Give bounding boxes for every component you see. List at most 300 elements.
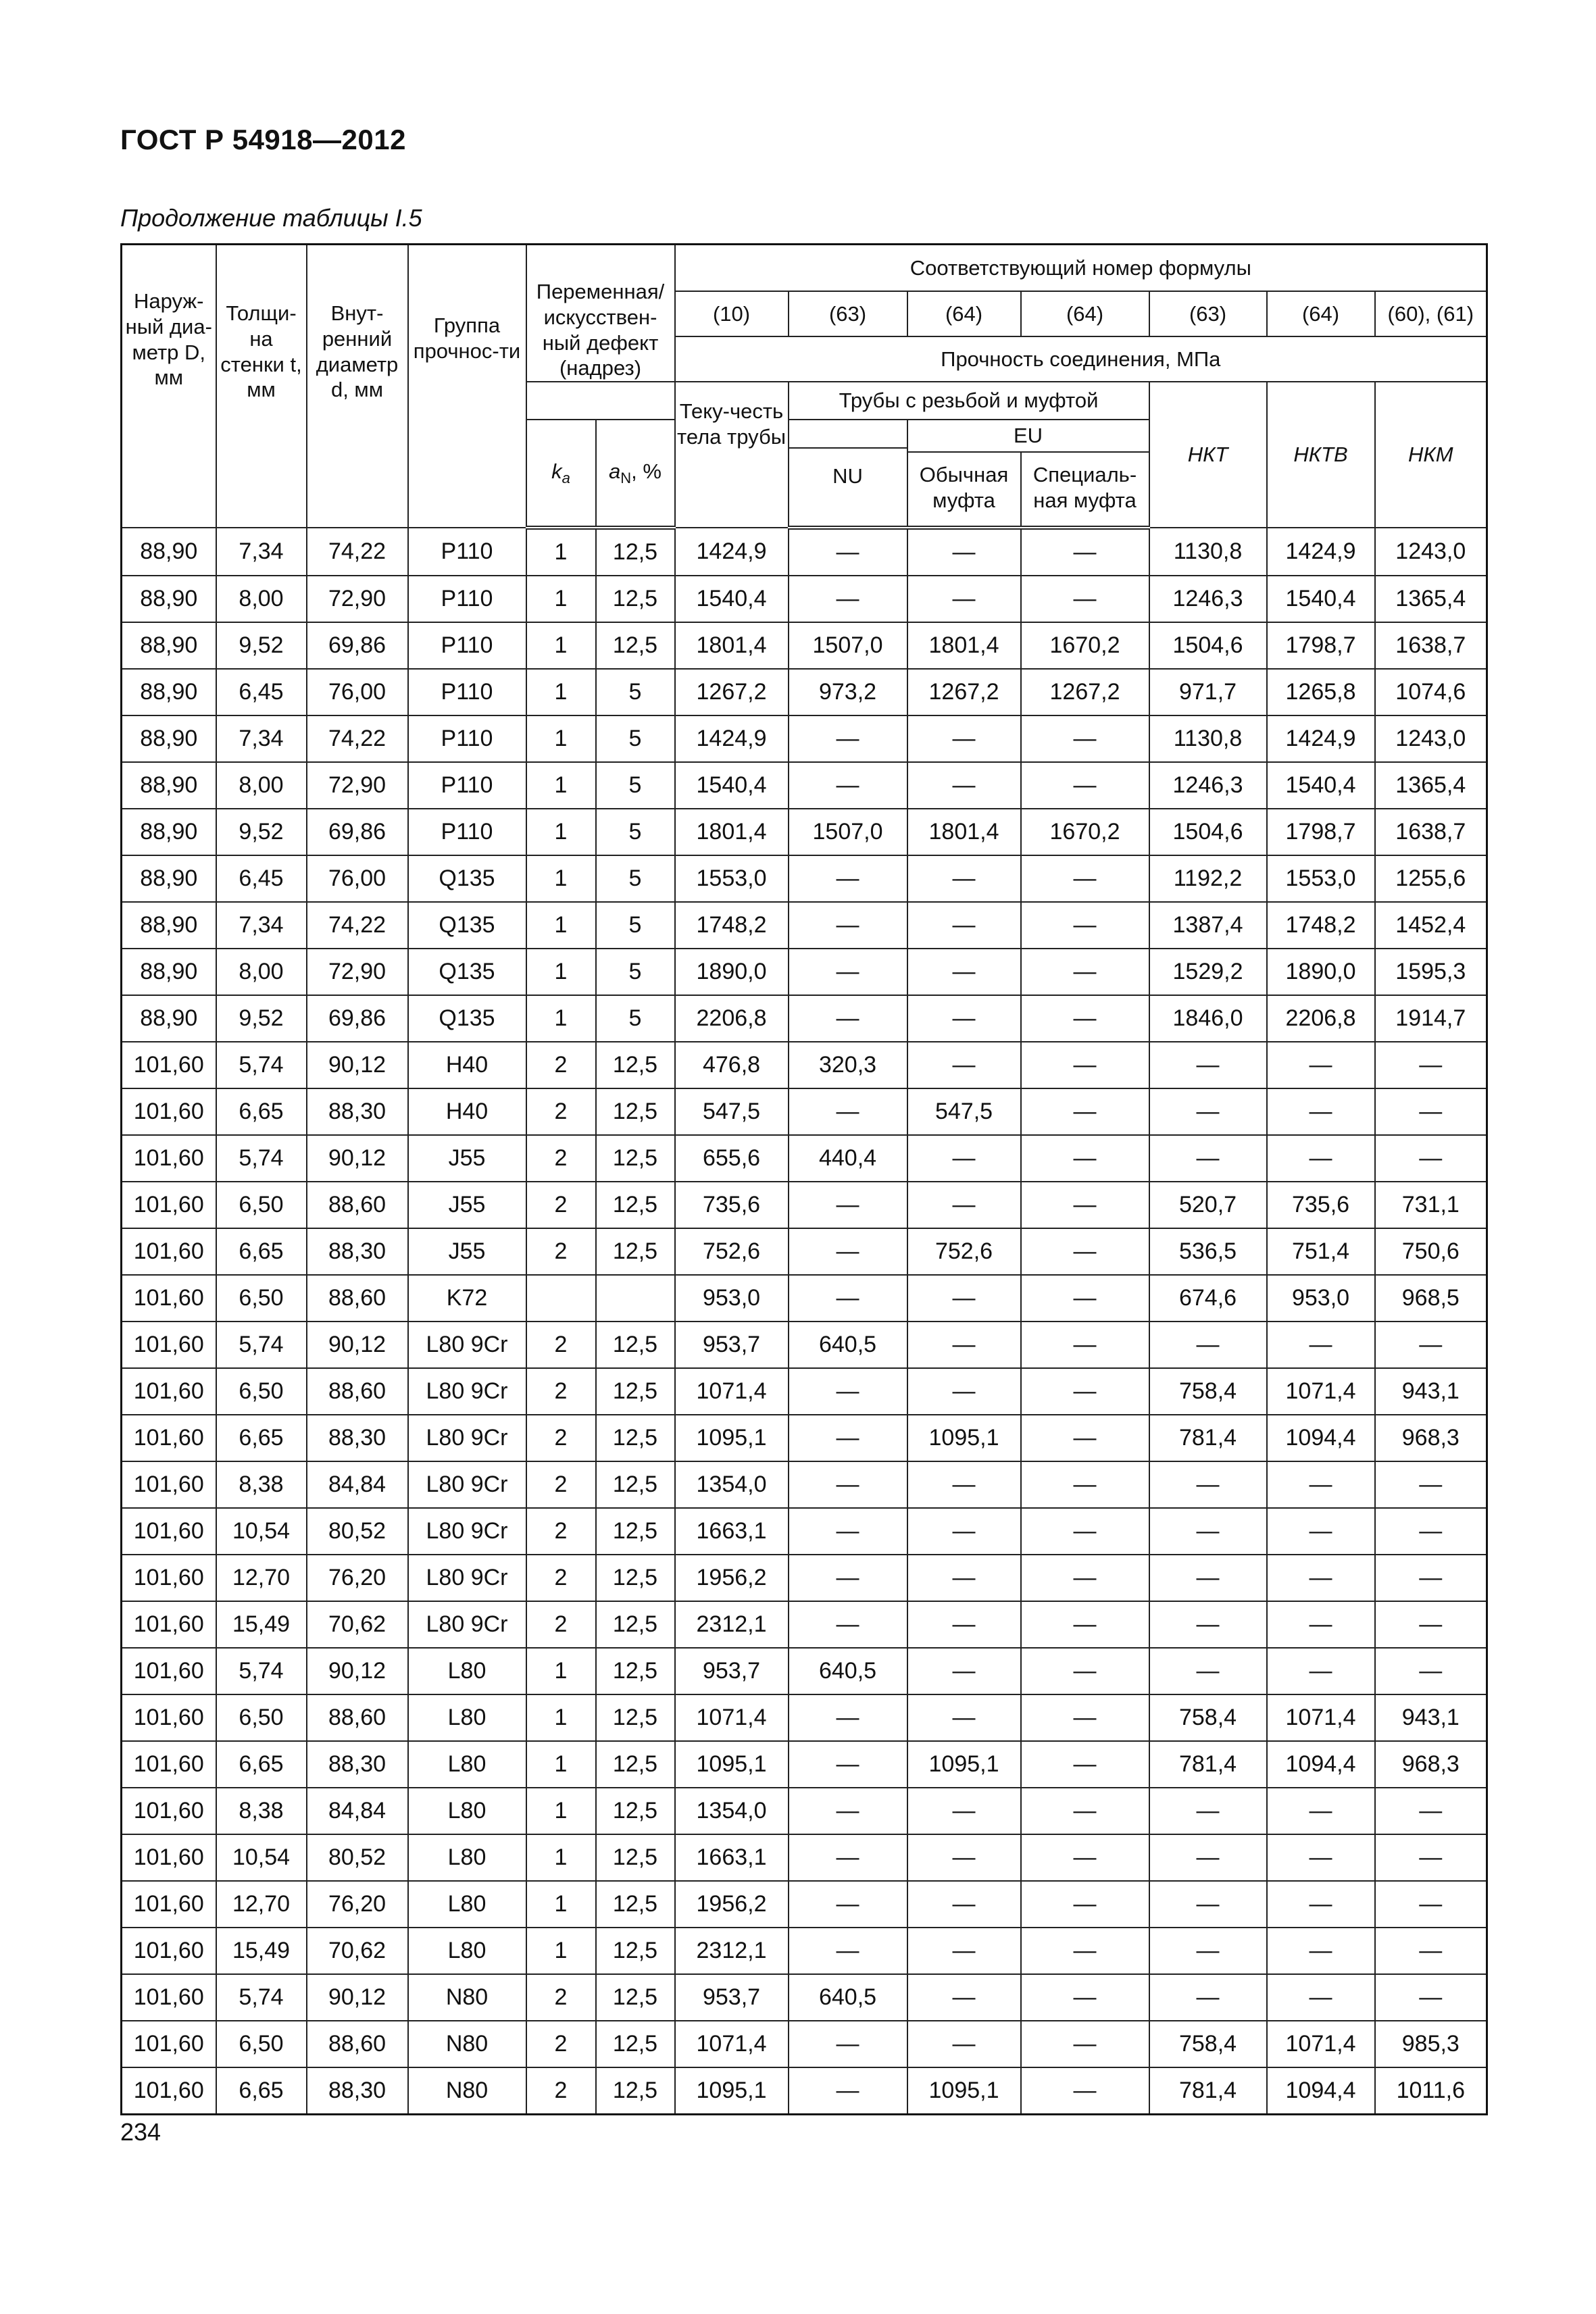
formula-ref-2: (63) bbox=[789, 291, 907, 336]
cell-outer-diameter: 101,60 bbox=[122, 1042, 216, 1088]
cell-nu: 320,3 bbox=[789, 1042, 907, 1088]
cell-ka: 1 bbox=[526, 809, 596, 855]
cell-an: 12,5 bbox=[596, 1182, 675, 1228]
cell-nktv: 953,0 bbox=[1267, 1275, 1375, 1322]
cell-body-yield: 953,0 bbox=[675, 1275, 789, 1322]
cell-an: 12,5 bbox=[596, 1228, 675, 1275]
cell-ka: 1 bbox=[526, 1741, 596, 1788]
cell-nu: — bbox=[789, 1741, 907, 1788]
cell-nu: — bbox=[789, 1368, 907, 1415]
cell-body-yield: 1553,0 bbox=[675, 855, 789, 902]
cell-nkt: — bbox=[1149, 1834, 1267, 1881]
cell-wall-thickness: 10,54 bbox=[216, 1508, 307, 1555]
cell-eu-special: — bbox=[1021, 902, 1149, 949]
cell-ka: 1 bbox=[526, 669, 596, 715]
cell-eu-special: 1670,2 bbox=[1021, 809, 1149, 855]
cell-wall-thickness: 5,74 bbox=[216, 1322, 307, 1368]
cell-ka: 2 bbox=[526, 1228, 596, 1275]
cell-wall-thickness: 6,65 bbox=[216, 1741, 307, 1788]
cell-inner-diameter: 90,12 bbox=[307, 1648, 408, 1694]
cell-nkm: 968,3 bbox=[1375, 1741, 1487, 1788]
cell-an: 12,5 bbox=[596, 528, 675, 576]
cell-body-yield: 655,6 bbox=[675, 1135, 789, 1182]
cell-nu: — bbox=[789, 855, 907, 902]
cell-nu: — bbox=[789, 1228, 907, 1275]
cell-eu-special: — bbox=[1021, 995, 1149, 1042]
cell-nu: — bbox=[789, 2067, 907, 2115]
table-row bbox=[122, 1555, 1487, 1601]
cell-an: 12,5 bbox=[596, 1368, 675, 1415]
cell-outer-diameter: 88,90 bbox=[122, 902, 216, 949]
cell-body-yield: 1540,4 bbox=[675, 576, 789, 622]
cell-nkm: — bbox=[1375, 1601, 1487, 1648]
cell-outer-diameter: 101,60 bbox=[122, 2021, 216, 2067]
cell-nkm: 1638,7 bbox=[1375, 809, 1487, 855]
cell-an: 12,5 bbox=[596, 2021, 675, 2067]
cell-nkt: — bbox=[1149, 1788, 1267, 1834]
cell-an bbox=[596, 1275, 675, 1322]
cell-nu: 1507,0 bbox=[789, 622, 907, 669]
cell-eu-special: — bbox=[1021, 1741, 1149, 1788]
cell-eu-special: — bbox=[1021, 1974, 1149, 2021]
cell-an: 12,5 bbox=[596, 1741, 675, 1788]
cell-eu-regular: — bbox=[907, 902, 1021, 949]
cell-nkt: 758,4 bbox=[1149, 1694, 1267, 1741]
formula-ref-7: (60), (61) bbox=[1375, 291, 1487, 336]
cell-an: 12,5 bbox=[596, 1881, 675, 1928]
cell-eu-special: — bbox=[1021, 1508, 1149, 1555]
cell-nu: 440,4 bbox=[789, 1135, 907, 1182]
cell-outer-diameter: 101,60 bbox=[122, 1182, 216, 1228]
cell-body-yield: 1095,1 bbox=[675, 2067, 789, 2115]
cell-an: 12,5 bbox=[596, 1834, 675, 1881]
cell-body-yield: 1095,1 bbox=[675, 1741, 789, 1788]
cell-ka: 1 bbox=[526, 1788, 596, 1834]
cell-nkt: 674,6 bbox=[1149, 1275, 1267, 1322]
cell-outer-diameter: 101,60 bbox=[122, 1741, 216, 1788]
cell-ka: 2 bbox=[526, 1461, 596, 1508]
cell-outer-diameter: 101,60 bbox=[122, 1648, 216, 1694]
cell-eu-regular: — bbox=[907, 949, 1021, 995]
cell-an: 5 bbox=[596, 715, 675, 762]
cell-nkt: 758,4 bbox=[1149, 1368, 1267, 1415]
cell-eu-regular: — bbox=[907, 995, 1021, 1042]
cell-nu: 1507,0 bbox=[789, 809, 907, 855]
cell-eu-special: — bbox=[1021, 1228, 1149, 1275]
cell-an: 12,5 bbox=[596, 1088, 675, 1135]
cell-nu: — bbox=[789, 715, 907, 762]
cell-wall-thickness: 6,45 bbox=[216, 669, 307, 715]
cell-grade: L80 bbox=[408, 1881, 526, 1928]
table-row bbox=[122, 1135, 1487, 1182]
cell-nkm: 1011,6 bbox=[1375, 2067, 1487, 2115]
cell-nkm: — bbox=[1375, 1881, 1487, 1928]
cell-eu-regular: 1267,2 bbox=[907, 669, 1021, 715]
cell-outer-diameter: 101,60 bbox=[122, 1368, 216, 1415]
cell-eu-special: 1670,2 bbox=[1021, 622, 1149, 669]
cell-ka: 1 bbox=[526, 622, 596, 669]
cell-nu: — bbox=[789, 1415, 907, 1461]
cell-wall-thickness: 8,38 bbox=[216, 1461, 307, 1508]
cell-inner-diameter: 74,22 bbox=[307, 902, 408, 949]
cell-eu-regular: 1095,1 bbox=[907, 1415, 1021, 1461]
cell-outer-diameter: 101,60 bbox=[122, 1228, 216, 1275]
cell-nkt: 781,4 bbox=[1149, 1741, 1267, 1788]
cell-body-yield: 1354,0 bbox=[675, 1461, 789, 1508]
cell-outer-diameter: 101,60 bbox=[122, 1601, 216, 1648]
cell-nkt: — bbox=[1149, 1974, 1267, 2021]
cell-body-yield: 1424,9 bbox=[675, 528, 789, 576]
cell-outer-diameter: 88,90 bbox=[122, 855, 216, 902]
cell-nktv: 1424,9 bbox=[1267, 715, 1375, 762]
cell-inner-diameter: 80,52 bbox=[307, 1508, 408, 1555]
cell-eu-regular: — bbox=[907, 1508, 1021, 1555]
cell-body-yield: 2206,8 bbox=[675, 995, 789, 1042]
cell-ka: 1 bbox=[526, 949, 596, 995]
cell-inner-diameter: 70,62 bbox=[307, 1601, 408, 1648]
cell-grade: N80 bbox=[408, 2067, 526, 2115]
cell-grade: P110 bbox=[408, 809, 526, 855]
cell-ka: 1 bbox=[526, 855, 596, 902]
formula-ref-4: (64) bbox=[1021, 291, 1149, 336]
cell-nktv: — bbox=[1267, 1601, 1375, 1648]
header-nkm: НКМ bbox=[1375, 382, 1487, 528]
table-row bbox=[122, 855, 1487, 902]
cell-eu-special: — bbox=[1021, 1088, 1149, 1135]
cell-nkm: 750,6 bbox=[1375, 1228, 1487, 1275]
cell-inner-diameter: 84,84 bbox=[307, 1788, 408, 1834]
cell-body-yield: 953,7 bbox=[675, 1648, 789, 1694]
cell-nkm: — bbox=[1375, 1788, 1487, 1834]
cell-body-yield: 1095,1 bbox=[675, 1415, 789, 1461]
cell-grade: L80 bbox=[408, 1834, 526, 1881]
cell-body-yield: 1071,4 bbox=[675, 1694, 789, 1741]
cell-grade: P110 bbox=[408, 669, 526, 715]
cell-nktv: 1094,4 bbox=[1267, 1415, 1375, 1461]
cell-an: 5 bbox=[596, 762, 675, 809]
cell-outer-diameter: 101,60 bbox=[122, 1415, 216, 1461]
cell-inner-diameter: 74,22 bbox=[307, 528, 408, 576]
cell-grade: H40 bbox=[408, 1042, 526, 1088]
cell-wall-thickness: 6,50 bbox=[216, 1275, 307, 1322]
cell-eu-regular: — bbox=[907, 1461, 1021, 1508]
cell-inner-diameter: 90,12 bbox=[307, 1322, 408, 1368]
cell-body-yield: 1071,4 bbox=[675, 2021, 789, 2067]
cell-body-yield: 953,7 bbox=[675, 1974, 789, 2021]
cell-body-yield: 752,6 bbox=[675, 1228, 789, 1275]
cell-outer-diameter: 101,60 bbox=[122, 1135, 216, 1182]
cell-outer-diameter: 101,60 bbox=[122, 1088, 216, 1135]
cell-eu-special: — bbox=[1021, 1415, 1149, 1461]
cell-nkm: — bbox=[1375, 1088, 1487, 1135]
cell-outer-diameter: 88,90 bbox=[122, 809, 216, 855]
cell-wall-thickness: 6,45 bbox=[216, 855, 307, 902]
cell-an: 5 bbox=[596, 855, 675, 902]
cell-inner-diameter: 88,60 bbox=[307, 1694, 408, 1741]
cell-eu-special: — bbox=[1021, 762, 1149, 809]
cell-wall-thickness: 7,34 bbox=[216, 715, 307, 762]
cell-nkt: 1504,6 bbox=[1149, 809, 1267, 855]
cell-nkm: — bbox=[1375, 1042, 1487, 1088]
cell-ka: 1 bbox=[526, 1648, 596, 1694]
cell-an: 12,5 bbox=[596, 1928, 675, 1974]
cell-grade: N80 bbox=[408, 2021, 526, 2067]
cell-nktv: — bbox=[1267, 1928, 1375, 1974]
cell-nu: — bbox=[789, 1555, 907, 1601]
header-eu: EU Обычная муфта Специаль-ная муфта bbox=[907, 420, 1149, 528]
cell-ka: 2 bbox=[526, 1042, 596, 1088]
cell-nu: — bbox=[789, 1928, 907, 1974]
cell-nkm: — bbox=[1375, 1928, 1487, 1974]
cell-eu-special: — bbox=[1021, 1928, 1149, 1974]
cell-nkt: — bbox=[1149, 1088, 1267, 1135]
cell-nkm: 1074,6 bbox=[1375, 669, 1487, 715]
table-row bbox=[122, 1928, 1487, 1974]
cell-ka: 2 bbox=[526, 2067, 596, 2115]
cell-eu-special: 1267,2 bbox=[1021, 669, 1149, 715]
cell-grade: K72 bbox=[408, 1275, 526, 1322]
header-eu-special: Специаль-ная муфта bbox=[1032, 463, 1137, 513]
cell-nu: — bbox=[789, 1601, 907, 1648]
cell-outer-diameter: 101,60 bbox=[122, 1555, 216, 1601]
table-row bbox=[122, 1881, 1487, 1928]
cell-ka: 2 bbox=[526, 1974, 596, 2021]
cell-outer-diameter: 101,60 bbox=[122, 1974, 216, 2021]
cell-ka: 2 bbox=[526, 1508, 596, 1555]
cell-ka: 2 bbox=[526, 1088, 596, 1135]
cell-grade: Q135 bbox=[408, 855, 526, 902]
header-outer-diameter: Наруж-ный диа-метр D, мм bbox=[122, 245, 216, 528]
cell-an: 12,5 bbox=[596, 1601, 675, 1648]
cell-grade: P110 bbox=[408, 715, 526, 762]
cell-nkt: — bbox=[1149, 1461, 1267, 1508]
cell-body-yield: 1956,2 bbox=[675, 1555, 789, 1601]
cell-nu: 973,2 bbox=[789, 669, 907, 715]
table-row bbox=[122, 1694, 1487, 1741]
cell-ka bbox=[526, 1275, 596, 1322]
cell-nu: — bbox=[789, 1881, 907, 1928]
table-row bbox=[122, 528, 1487, 576]
cell-ka: 2 bbox=[526, 2021, 596, 2067]
cell-wall-thickness: 5,74 bbox=[216, 1648, 307, 1694]
cell-nktv: — bbox=[1267, 1555, 1375, 1601]
cell-wall-thickness: 10,54 bbox=[216, 1834, 307, 1881]
table-row bbox=[122, 622, 1487, 669]
cell-ka: 1 bbox=[526, 902, 596, 949]
cell-nkm: — bbox=[1375, 1135, 1487, 1182]
cell-nkm: 1365,4 bbox=[1375, 576, 1487, 622]
strength-table bbox=[120, 243, 1488, 2115]
cell-nu: — bbox=[789, 1088, 907, 1135]
cell-eu-special: — bbox=[1021, 1881, 1149, 1928]
cell-grade: L80 9Cr bbox=[408, 1555, 526, 1601]
header-joint-strength: Прочность соединения, МПа bbox=[675, 336, 1487, 382]
cell-eu-special: — bbox=[1021, 1601, 1149, 1648]
cell-nktv: 751,4 bbox=[1267, 1228, 1375, 1275]
cell-nkt: — bbox=[1149, 1601, 1267, 1648]
cell-grade: Q135 bbox=[408, 902, 526, 949]
cell-inner-diameter: 88,30 bbox=[307, 1741, 408, 1788]
cell-nktv: — bbox=[1267, 1135, 1375, 1182]
cell-nktv: 1094,4 bbox=[1267, 1741, 1375, 1788]
header-eu-regular: Обычная муфта bbox=[908, 453, 1022, 526]
cell-eu-regular: 1801,4 bbox=[907, 809, 1021, 855]
cell-eu-regular: — bbox=[907, 1788, 1021, 1834]
cell-ka: 1 bbox=[526, 715, 596, 762]
header-defect: Переменная/ искусствен-ный дефект (надрез) bbox=[526, 245, 675, 382]
cell-nktv: — bbox=[1267, 1042, 1375, 1088]
cell-body-yield: 1801,4 bbox=[675, 809, 789, 855]
cell-grade: L80 9Cr bbox=[408, 1368, 526, 1415]
cell-body-yield: 1540,4 bbox=[675, 762, 789, 809]
cell-eu-special: — bbox=[1021, 1834, 1149, 1881]
cell-nktv: 735,6 bbox=[1267, 1182, 1375, 1228]
cell-grade: L80 9Cr bbox=[408, 1415, 526, 1461]
cell-nkt: 758,4 bbox=[1149, 2021, 1267, 2067]
cell-nkm: 1243,0 bbox=[1375, 715, 1487, 762]
cell-nktv: 1540,4 bbox=[1267, 576, 1375, 622]
cell-grade: J55 bbox=[408, 1228, 526, 1275]
cell-outer-diameter: 101,60 bbox=[122, 1694, 216, 1741]
table-row bbox=[122, 2021, 1487, 2067]
cell-nktv: 1540,4 bbox=[1267, 762, 1375, 809]
table-row bbox=[122, 1974, 1487, 2021]
table-row bbox=[122, 1601, 1487, 1648]
cell-wall-thickness: 6,50 bbox=[216, 1368, 307, 1415]
cell-eu-special: — bbox=[1021, 528, 1149, 576]
table-row bbox=[122, 949, 1487, 995]
cell-ka: 1 bbox=[526, 1928, 596, 1974]
header-wall-thickness: Толщи-на стенки t, мм bbox=[216, 245, 307, 528]
cell-an: 12,5 bbox=[596, 622, 675, 669]
cell-nktv: 1265,8 bbox=[1267, 669, 1375, 715]
cell-nu: — bbox=[789, 576, 907, 622]
cell-grade: Q135 bbox=[408, 949, 526, 995]
cell-eu-regular: — bbox=[907, 1694, 1021, 1741]
cell-eu-regular: — bbox=[907, 1601, 1021, 1648]
cell-inner-diameter: 76,00 bbox=[307, 855, 408, 902]
cell-nu: — bbox=[789, 1694, 907, 1741]
cell-inner-diameter: 69,86 bbox=[307, 809, 408, 855]
cell-inner-diameter: 70,62 bbox=[307, 1928, 408, 1974]
cell-eu-regular: — bbox=[907, 1555, 1021, 1601]
cell-body-yield: 1801,4 bbox=[675, 622, 789, 669]
table-row bbox=[122, 715, 1487, 762]
cell-grade: L80 9Cr bbox=[408, 1601, 526, 1648]
cell-an: 12,5 bbox=[596, 1788, 675, 1834]
cell-outer-diameter: 101,60 bbox=[122, 1275, 216, 1322]
cell-inner-diameter: 88,60 bbox=[307, 1182, 408, 1228]
cell-nktv: 1890,0 bbox=[1267, 949, 1375, 995]
cell-wall-thickness: 6,65 bbox=[216, 1228, 307, 1275]
cell-eu-special: — bbox=[1021, 1368, 1149, 1415]
table-row bbox=[122, 1322, 1487, 1368]
cell-inner-diameter: 76,20 bbox=[307, 1555, 408, 1601]
cell-eu-special: — bbox=[1021, 2021, 1149, 2067]
cell-nkt: 1130,8 bbox=[1149, 528, 1267, 576]
cell-inner-diameter: 90,12 bbox=[307, 1042, 408, 1088]
cell-eu-special: — bbox=[1021, 1042, 1149, 1088]
cell-nkm: 1255,6 bbox=[1375, 855, 1487, 902]
cell-eu-special: — bbox=[1021, 1275, 1149, 1322]
cell-eu-regular: — bbox=[907, 1182, 1021, 1228]
formula-ref-1: (10) bbox=[675, 291, 789, 336]
table-row bbox=[122, 1741, 1487, 1788]
cell-inner-diameter: 76,00 bbox=[307, 669, 408, 715]
cell-an: 5 bbox=[596, 995, 675, 1042]
cell-grade: P110 bbox=[408, 576, 526, 622]
cell-inner-diameter: 88,60 bbox=[307, 1275, 408, 1322]
cell-an: 12,5 bbox=[596, 576, 675, 622]
cell-wall-thickness: 9,52 bbox=[216, 995, 307, 1042]
cell-eu-regular: 1095,1 bbox=[907, 2067, 1021, 2115]
cell-ka: 1 bbox=[526, 762, 596, 809]
cell-ka: 1 bbox=[526, 1834, 596, 1881]
cell-ka: 1 bbox=[526, 1881, 596, 1928]
cell-nktv: — bbox=[1267, 1834, 1375, 1881]
header-strength-grade: Группа прочнос-ти bbox=[408, 245, 526, 528]
header-an: $a_N$, % bbox=[596, 420, 675, 528]
cell-nktv: 1748,2 bbox=[1267, 902, 1375, 949]
cell-inner-diameter: 76,20 bbox=[307, 1881, 408, 1928]
cell-nktv: — bbox=[1267, 1788, 1375, 1834]
cell-grade: L80 bbox=[408, 1741, 526, 1788]
cell-nktv: 1094,4 bbox=[1267, 2067, 1375, 2115]
cell-nktv: 1553,0 bbox=[1267, 855, 1375, 902]
cell-grade: L80 bbox=[408, 1694, 526, 1741]
cell-nu: — bbox=[789, 902, 907, 949]
cell-body-yield: 2312,1 bbox=[675, 1928, 789, 1974]
cell-an: 12,5 bbox=[596, 1042, 675, 1088]
cell-ka: 2 bbox=[526, 1322, 596, 1368]
cell-inner-diameter: 84,84 bbox=[307, 1461, 408, 1508]
cell-nkm: 1914,7 bbox=[1375, 995, 1487, 1042]
cell-nkt: 1246,3 bbox=[1149, 576, 1267, 622]
cell-eu-regular: — bbox=[907, 1322, 1021, 1368]
cell-eu-special: — bbox=[1021, 2067, 1149, 2115]
cell-body-yield: 547,5 bbox=[675, 1088, 789, 1135]
cell-eu-regular: 1801,4 bbox=[907, 622, 1021, 669]
cell-an: 5 bbox=[596, 949, 675, 995]
cell-inner-diameter: 88,30 bbox=[307, 1088, 408, 1135]
cell-outer-diameter: 88,90 bbox=[122, 622, 216, 669]
cell-nkt: 1387,4 bbox=[1149, 902, 1267, 949]
table-row bbox=[122, 1088, 1487, 1135]
cell-nktv: — bbox=[1267, 1881, 1375, 1928]
cell-inner-diameter: 88,30 bbox=[307, 2067, 408, 2115]
cell-nktv: 1071,4 bbox=[1267, 2021, 1375, 2067]
cell-outer-diameter: 88,90 bbox=[122, 949, 216, 995]
cell-eu-special: — bbox=[1021, 1788, 1149, 1834]
cell-wall-thickness: 15,49 bbox=[216, 1601, 307, 1648]
formula-ref-5: (63) bbox=[1149, 291, 1267, 336]
cell-nu: — bbox=[789, 1834, 907, 1881]
cell-nkm: — bbox=[1375, 1322, 1487, 1368]
cell-nkt: — bbox=[1149, 1555, 1267, 1601]
cell-nkt: — bbox=[1149, 1322, 1267, 1368]
cell-an: 12,5 bbox=[596, 2067, 675, 2115]
cell-eu-regular: — bbox=[907, 1042, 1021, 1088]
cell-outer-diameter: 88,90 bbox=[122, 715, 216, 762]
cell-eu-special: — bbox=[1021, 1322, 1149, 1368]
cell-wall-thickness: 15,49 bbox=[216, 1928, 307, 1974]
cell-an: 5 bbox=[596, 809, 675, 855]
cell-nu: 640,5 bbox=[789, 1322, 907, 1368]
table-row bbox=[122, 1415, 1487, 1461]
header-inner-diameter: Внут-ренний диаметр d, мм bbox=[307, 245, 408, 528]
cell-nkt: — bbox=[1149, 1135, 1267, 1182]
cell-an: 12,5 bbox=[596, 1135, 675, 1182]
